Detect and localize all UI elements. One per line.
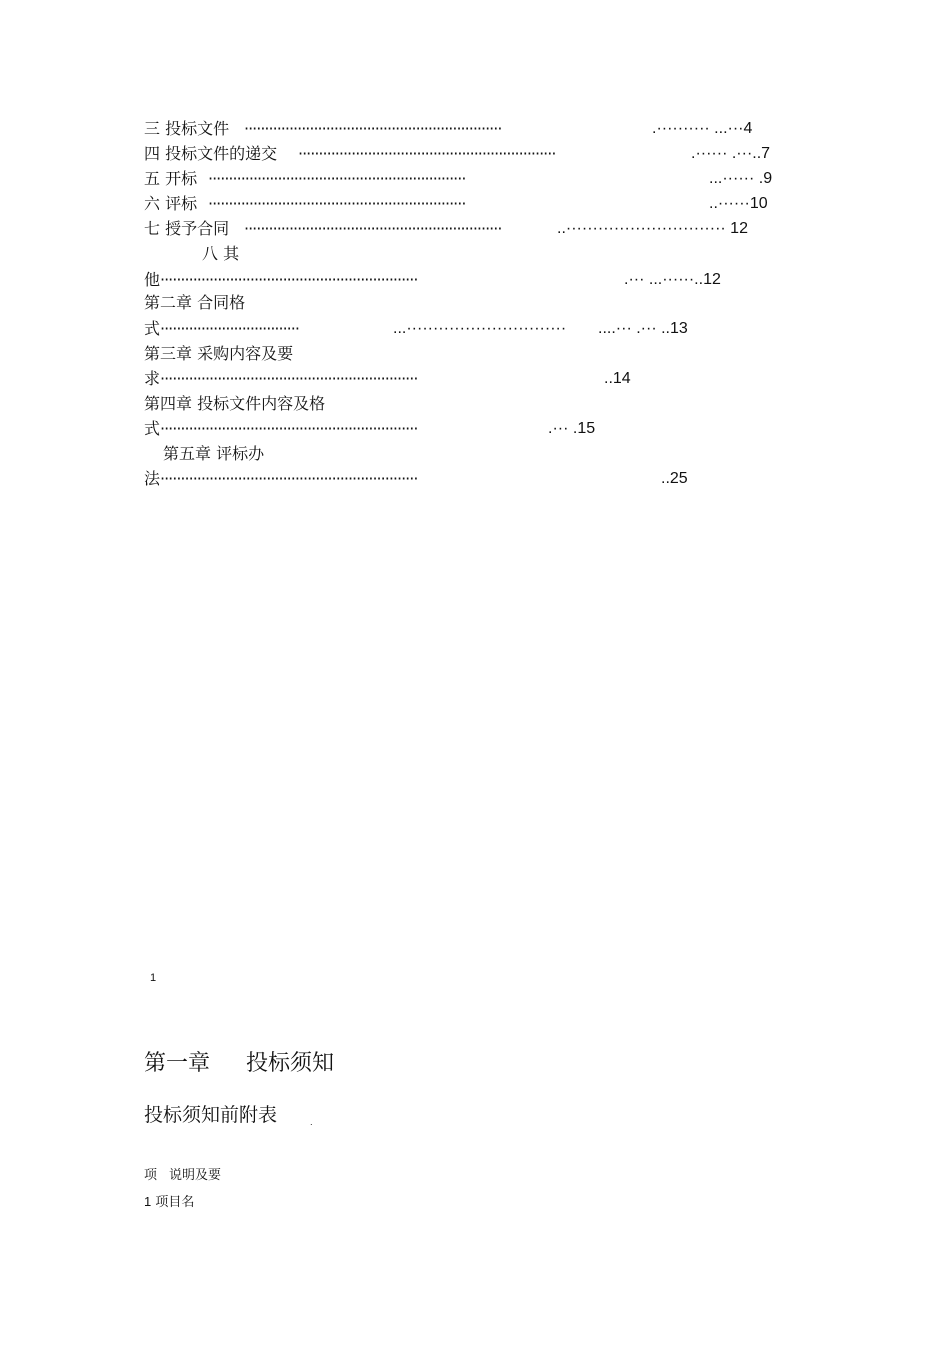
section-subtitle: 投标须知前附表: [144, 1104, 278, 1126]
toc-row-10-page: ..25: [661, 470, 688, 487]
toc-row-1-title: 三 投标文件: [144, 119, 230, 138]
chapter-label: 第一章: [144, 1051, 211, 1076]
toc-row-1-leader: ·······························································: [244, 119, 502, 138]
toc-row-6-head: 八 其: [202, 244, 240, 263]
toc-row-8-leader: ·······························································: [160, 369, 418, 388]
toc-row-9-leader: ·······························································: [160, 419, 418, 438]
table-row: [144, 1193, 194, 1212]
toc-row-7-head: 第二章 合同格: [144, 293, 246, 312]
toc-row-2-title: 四 投标文件的递交: [144, 144, 278, 163]
toc-row-4-page: ..······10: [709, 195, 768, 212]
toc-row-5-title: 七 授予合同: [144, 219, 230, 238]
toc-row-2-leader: ·······························································: [298, 144, 556, 163]
toc-row-9-title: 式: [144, 419, 161, 438]
chapter-name: 投标须知: [246, 1051, 335, 1076]
toc-row-2-page: .······ .···..7: [691, 145, 771, 162]
toc-row-3-leader: ·······························································: [208, 169, 466, 188]
toc-row-1-page: .·········· ...···4: [652, 120, 753, 137]
toc-row-6-title: 他: [144, 270, 161, 289]
toc-row-3-page: ...······ .9: [709, 170, 773, 187]
toc-row-10-leader: ·······························································: [160, 469, 418, 488]
chapter-title: [144, 1049, 334, 1079]
page-number: 1: [150, 972, 157, 984]
toc-row-4-title: 六 评标: [144, 194, 198, 213]
table-header-item: 项: [144, 1168, 158, 1183]
toc-row-8-head: 第三章 采购内容及要: [144, 344, 294, 363]
toc-row-10-head: 第五章 评标办: [163, 444, 265, 463]
toc-row-7-leader: ··································: [160, 319, 299, 338]
toc-row-6-page: .··· ...······..12: [624, 271, 721, 288]
table-header-desc: 说明及要: [169, 1168, 222, 1183]
toc-row-9-page: .··· .15: [548, 420, 596, 437]
toc-row-10-title: 法: [144, 469, 161, 488]
toc-row-3-title: 五 开标: [144, 169, 198, 188]
toc-row-9-head: 第四章 投标文件内容及格: [144, 394, 326, 413]
table-row-text: 项目名: [155, 1195, 195, 1210]
subtitle-mark: .: [310, 1118, 313, 1127]
table-row-number: 1: [144, 1194, 152, 1209]
toc-row-5-page: ..······························ 12: [557, 220, 748, 237]
toc-row-8-page: ..14: [604, 370, 631, 387]
toc-row-5-leader: ·······························································: [244, 219, 502, 238]
toc-row-4-leader: ·······························································: [208, 194, 466, 213]
toc-row-7-title: 式: [144, 319, 161, 338]
toc-row-6-leader: ·······························································: [160, 270, 418, 289]
table-header-row: [144, 1167, 221, 1185]
toc-row-8-title: 求: [144, 369, 161, 388]
toc-row-7-page: ....··· .··· ..13: [598, 320, 688, 337]
toc-row-7-leader-mid: ...······························: [393, 320, 567, 337]
